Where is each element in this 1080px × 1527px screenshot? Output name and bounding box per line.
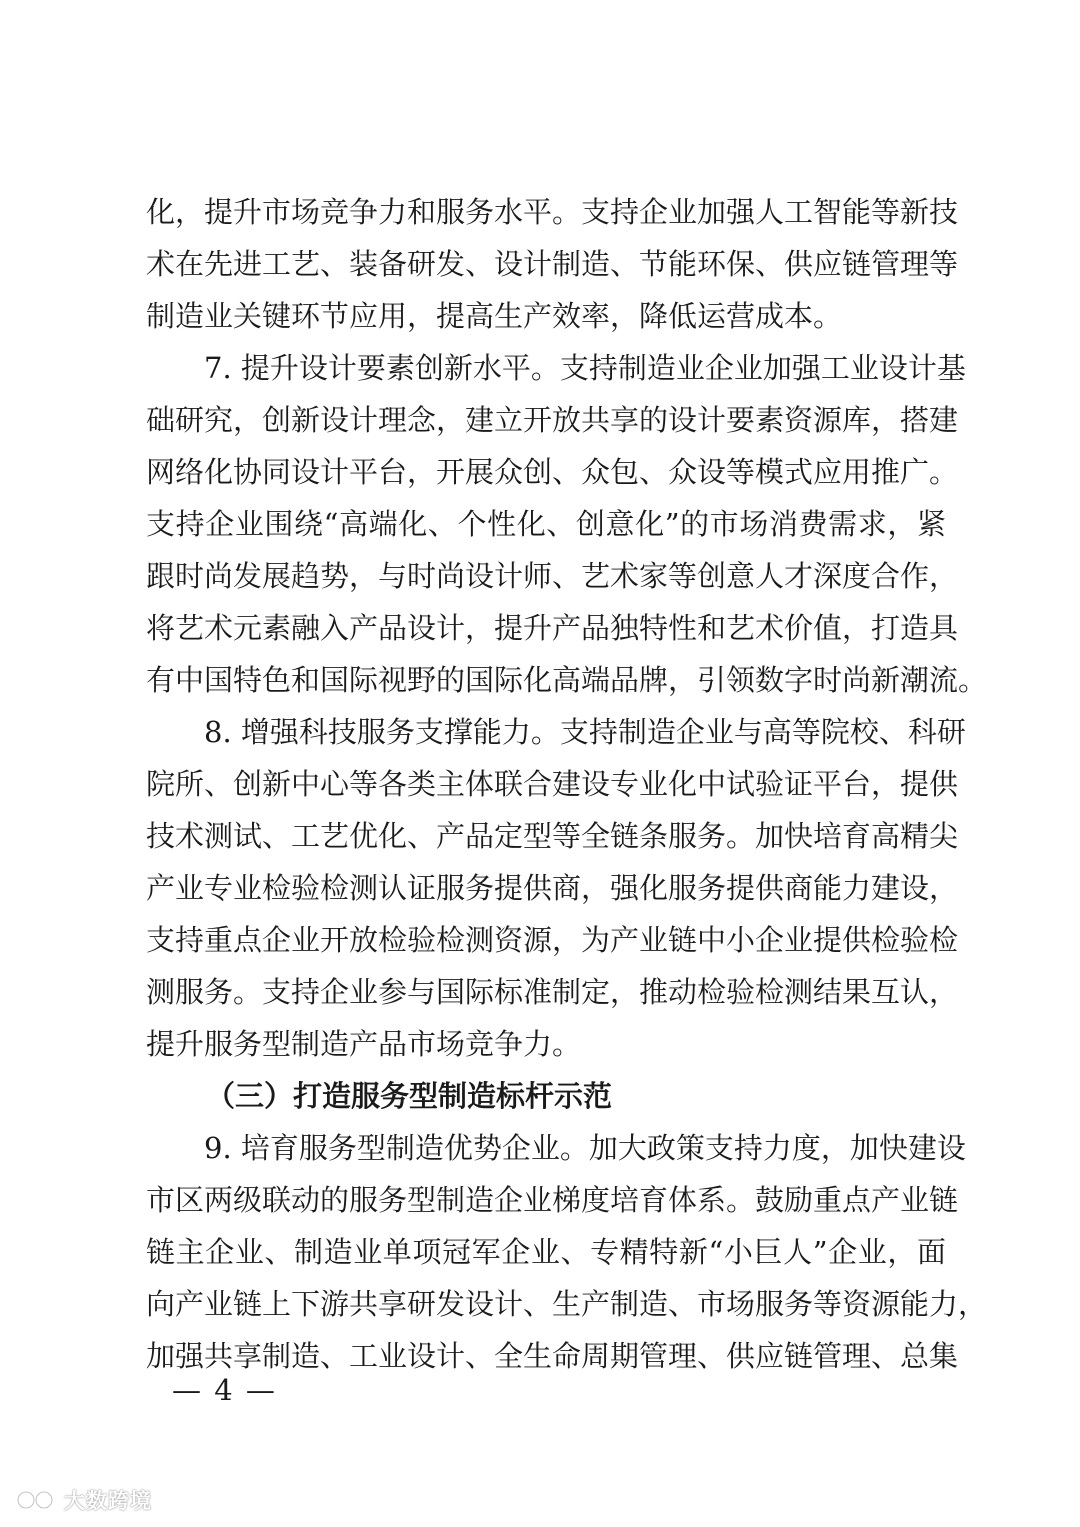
paragraph-line: 向产业链上下游共享研发设计、生产制造、市场服务等资源能力，: [146, 1287, 988, 1321]
paragraph-line: 测服务。支持企业参与国际标准制定，推动检验检测结果互认，: [146, 975, 959, 1009]
paragraph-line: 院所、创新中心等各类主体联合建设专业化中试验证平台，提供: [146, 767, 959, 801]
paragraph-line: 链主企业、制造业单项冠军企业、专精特新“小巨人”企业，面: [146, 1235, 946, 1269]
watermark-text: 大数跨境: [64, 1489, 152, 1513]
paragraph-line: 础研究，创新设计理念，建立开放共享的设计要素资源库，搭建: [146, 403, 959, 437]
paragraph-line: 提升服务型制造产品市场竞争力。: [146, 1027, 582, 1061]
paragraph-line: 7. 提升设计要素创新水平。支持制造业企业加强工业设计基: [204, 351, 966, 385]
paragraph-line: 网络化协同设计平台，开展众创、众包、众设等模式应用推广。: [146, 455, 959, 489]
paragraph-line: 将艺术元素融入产品设计，提升产品独特性和艺术价值，打造具: [146, 611, 959, 645]
watermark: [14, 1480, 152, 1520]
section-heading: （三）打造服务型制造标杆示范: [206, 1079, 613, 1113]
paragraph-line: 术在先进工艺、装备研发、设计制造、节能环保、供应链管理等: [146, 247, 959, 281]
paragraph-line: 支持重点企业开放检验检测资源，为产业链中小企业提供检验检: [146, 923, 959, 957]
paragraph-line: 支持企业围绕“高端化、个性化、创意化”的市场消费需求，紧: [146, 507, 946, 541]
paragraph-line: 化，提升市场竞争力和服务水平。支持企业加强人工智能等新技: [146, 195, 959, 229]
paragraph-line: 制造业关键环节应用，提高生产效率，降低运营成本。: [146, 299, 843, 333]
page-number: — 4 —: [172, 1373, 277, 1407]
paragraph-line: 产业专业检验检测认证服务提供商，强化服务提供商能力建设，: [146, 871, 959, 905]
paragraph-line: 8. 增强科技服务支撑能力。支持制造企业与高等院校、科研: [204, 715, 966, 749]
paragraph-line: 加强共享制造、工业设计、全生命周期管理、供应链管理、总集: [146, 1339, 959, 1373]
paragraph-line: 有中国特色和国际视野的国际化高端品牌，引领数字时尚新潮流。: [146, 663, 988, 697]
paragraph-line: 市区两级联动的服务型制造企业梯度培育体系。鼓励重点产业链: [146, 1183, 959, 1217]
paragraph-line: 跟时尚发展趋势，与时尚设计师、艺术家等创意人才深度合作，: [146, 559, 959, 593]
watermark-logo-icon: [14, 1486, 58, 1514]
paragraph-line: 技术测试、工艺优化、产品定型等全链条服务。加快培育高精尖: [146, 819, 959, 853]
paragraph-line: 9. 培育服务型制造优势企业。加大政策支持力度，加快建设: [204, 1131, 966, 1165]
